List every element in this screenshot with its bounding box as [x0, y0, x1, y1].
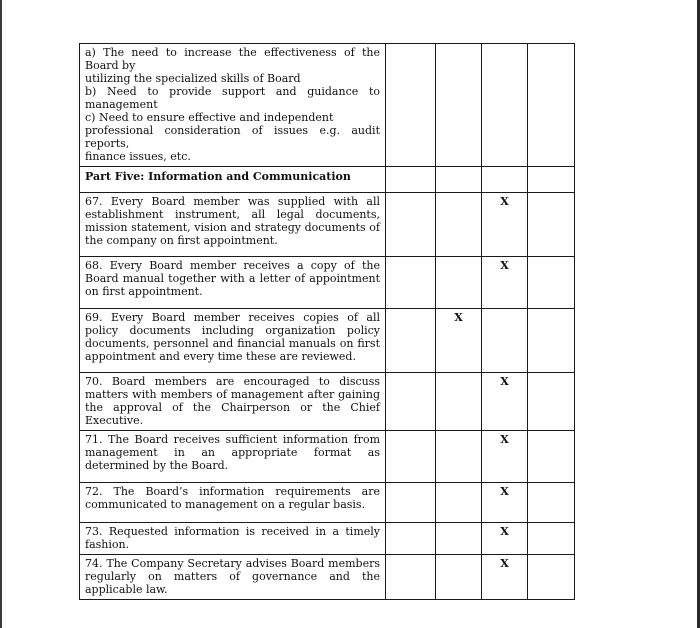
- rating-mark: [436, 193, 482, 257]
- question-row-74: [80, 555, 575, 600]
- rating-mark: [482, 309, 528, 373]
- question-text: 71. The Board receives sufficient information from management in an appropriate format as determined by the Board.: [80, 431, 386, 483]
- rating-cell: [386, 167, 436, 193]
- question-text: 73. Requested information is received in a timely fashion.: [80, 523, 386, 555]
- question-row-71: [80, 431, 575, 483]
- intro-line: c) Need to ensure effective and independent: [85, 111, 334, 124]
- intro-cell: [80, 44, 386, 167]
- question-row-69: [80, 309, 575, 373]
- rating-mark: X: [482, 523, 528, 555]
- rating-mark: [436, 555, 482, 600]
- section-heading-row: [80, 167, 575, 193]
- rating-mark: [528, 483, 575, 523]
- intro-line: utilizing the specialized skills of Board: [85, 72, 301, 85]
- rating-mark: X: [482, 555, 528, 600]
- rating-cell: [386, 44, 436, 167]
- rating-cell: [528, 44, 575, 167]
- rating-mark: [528, 257, 575, 309]
- rating-mark: [528, 431, 575, 483]
- rating-mark: [386, 193, 436, 257]
- rating-mark: [528, 373, 575, 431]
- rating-mark: [528, 555, 575, 600]
- question-text: 72. The Board’s information requirements are communicated to management on a regular basis.: [80, 483, 386, 523]
- rating-mark: [528, 193, 575, 257]
- rating-mark: X: [482, 373, 528, 431]
- rating-mark: [386, 431, 436, 483]
- question-text: 70. Board members are encouraged to discuss matters with members of management after gaining the approval of the Chairperson or the Chief Executive.: [80, 373, 386, 431]
- rating-mark: [386, 483, 436, 523]
- rating-mark: [436, 257, 482, 309]
- question-text: 69. Every Board member receives copies of all policy documents including organization policy documents, personnel and financial manuals on first appointment and every time these are reviewed.: [80, 309, 386, 373]
- rating-cell: [482, 44, 528, 167]
- rating-mark: X: [482, 431, 528, 483]
- rating-mark: [386, 523, 436, 555]
- question-text: 68. Every Board member receives a copy of the Board manual together with a letter of appointment on first appointment.: [80, 257, 386, 309]
- intro-line: b) Need to provide support and guidance to management: [85, 85, 380, 111]
- intro-line: finance issues, etc.: [85, 150, 191, 163]
- question-row-72: [80, 483, 575, 523]
- intro-line: professional consideration of issues e.g. audit reports,: [85, 124, 380, 150]
- question-text: 67. Every Board member was supplied with all establishment instrument, all legal documents, mission statement, vision and strategy documents of the company on first appointment.: [80, 193, 386, 257]
- page-left-edge: [0, 0, 2, 628]
- question-row-73: [80, 523, 575, 555]
- question-row-68: [80, 257, 575, 309]
- rating-mark: [436, 373, 482, 431]
- question-row-67: [80, 193, 575, 257]
- question-row-70: [80, 373, 575, 431]
- rating-mark: [386, 257, 436, 309]
- rating-mark: X: [436, 309, 482, 373]
- rating-mark: [528, 309, 575, 373]
- section-title: Part Five: Information and Communication: [80, 167, 386, 193]
- rating-cell: [482, 167, 528, 193]
- rating-mark: X: [482, 193, 528, 257]
- rating-mark: [386, 373, 436, 431]
- intro-line: a) The need to increase the effectiveness of the Board by: [85, 46, 380, 72]
- intro-row: [80, 44, 575, 167]
- rating-cell: [436, 167, 482, 193]
- rating-mark: X: [482, 483, 528, 523]
- question-text: 74. The Company Secretary advises Board members regularly on matters of governance and the applicable law.: [80, 555, 386, 600]
- rating-cell: [436, 44, 482, 167]
- survey-table: [79, 43, 575, 600]
- rating-mark: [436, 483, 482, 523]
- rating-mark: [528, 523, 575, 555]
- rating-mark: [386, 309, 436, 373]
- rating-mark: [436, 431, 482, 483]
- rating-mark: [436, 523, 482, 555]
- rating-mark: [386, 555, 436, 600]
- rating-cell: [528, 167, 575, 193]
- rating-mark: X: [482, 257, 528, 309]
